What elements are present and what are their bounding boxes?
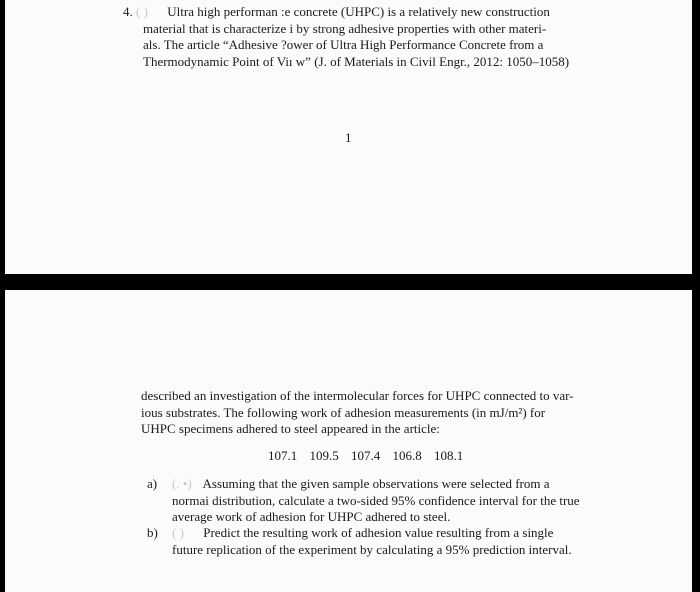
document-page-2 xyxy=(5,290,692,592)
part-b-body xyxy=(172,525,602,558)
part-b-line-1 xyxy=(172,525,602,542)
continuation-line: UHPC specimens adhered to steel appeared in the article: xyxy=(141,421,440,436)
points-blank: ( ) xyxy=(172,525,184,540)
data-value: 106.8 xyxy=(392,448,422,463)
question-line: Ultra high performan :e concrete (UHPC) is a relatively new construction xyxy=(167,4,550,19)
document-page-1 xyxy=(5,0,692,274)
continuation-line: ious substrates. The following work of adhesion measurements (in mJ/m²) for xyxy=(141,404,546,420)
part-b-text: Predict the resulting work of adhesion value resulting from a single xyxy=(203,525,554,540)
data-value: 107.1 xyxy=(268,448,298,463)
question-line: als. The article “Adhesive ?ower of Ultra High Performance Concrete from a xyxy=(143,37,544,52)
part-a-text: normai distribution, calculate a two-sided 95% confidence interval for the true xyxy=(172,492,580,508)
points-blank: ( ) xyxy=(136,4,148,19)
part-a-text: average work of adhesion for UHPC adhered to steel. xyxy=(172,509,451,524)
question-number: 4. xyxy=(123,4,133,19)
part-a-label: a) xyxy=(147,476,158,491)
part-b-text: future replication of the experiment by calculating a 95% prediction interval. xyxy=(172,541,572,557)
data-value: 109.5 xyxy=(309,448,339,463)
page-number: 1 xyxy=(345,130,352,145)
part-a-text: Assuming that the given sample observations were selected from a xyxy=(202,476,550,491)
question-line: material that is characterize i by strong adhesive properties with other materi- xyxy=(143,20,547,36)
data-value: 107.4 xyxy=(351,448,381,463)
part-a-line-1 xyxy=(172,476,602,493)
question-4-line-1 xyxy=(123,4,601,21)
question-4-text xyxy=(123,4,601,70)
part-b-label: b) xyxy=(147,525,158,540)
continuation-line: described an investigation of the intermolecular forces for UHPC connected to var- xyxy=(141,388,574,403)
question-line: Thermodynamic Point of Viı w” (J. of Materials in Civil Engr., 2012: 1050–1058) xyxy=(143,53,570,69)
data-value: 108.1 xyxy=(434,448,464,463)
question-4-continuation xyxy=(141,388,601,438)
points-blank: (. •) xyxy=(172,476,192,491)
part-a-body xyxy=(172,476,602,526)
adhesion-data-values xyxy=(268,448,472,464)
part-b xyxy=(147,525,607,565)
